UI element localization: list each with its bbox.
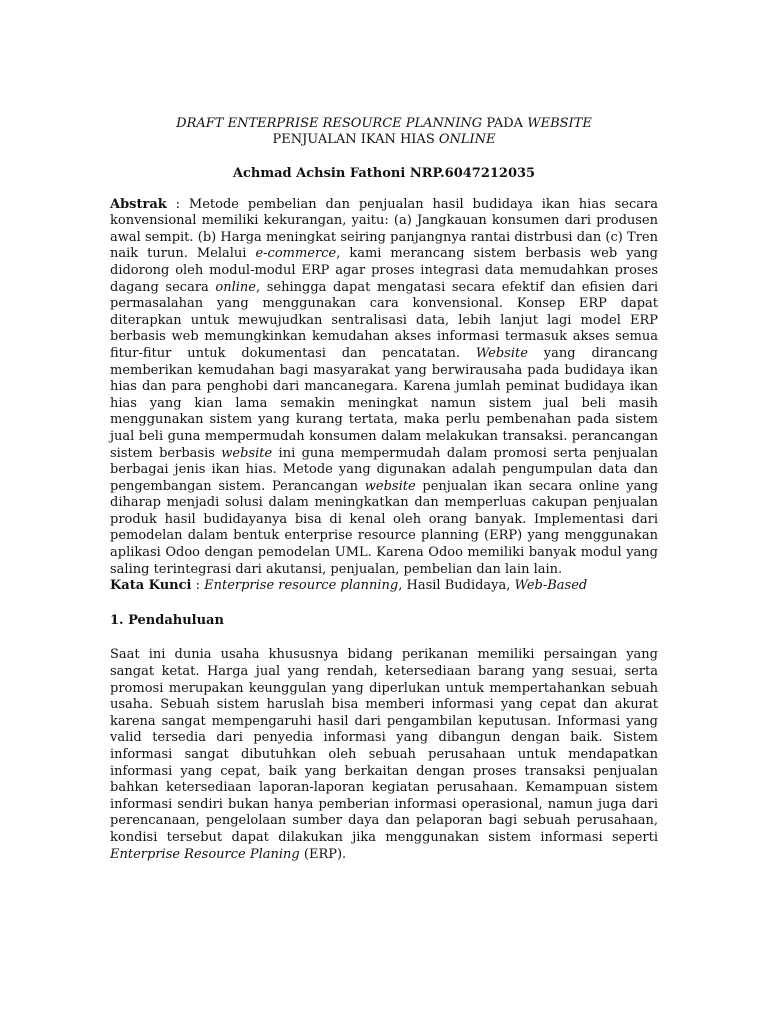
keywords-sep: :	[191, 578, 205, 594]
abstract-emphasis: Website	[475, 345, 528, 361]
keyword: Enterprise resource planning	[204, 578, 399, 594]
title-part: PADA	[482, 116, 528, 131]
abstract-text: ini guna mempermudah dalam promosi serta penjualan berbagai jenis ikan hias. Metode yang digunakan adalah pengumpulan data dan pengembangan sistem. Perancangan	[110, 445, 658, 494]
paragraph-text: (ERP).	[299, 846, 347, 862]
section-heading: 1. Pendahuluan	[110, 612, 224, 628]
keyword: Web-Based	[514, 578, 588, 594]
abstract-text: , kami merancang sistem berbasis web yang didorong oleh modul-modul ERP agar proses integrasi data memudahkan proses dagang secara	[110, 246, 658, 295]
title-line-2	[110, 132, 658, 148]
abstract-text: : Metode pembelian dan penjualan hasil budidaya ikan hias secara konvensional memiliki kekurangan, yaitu: (a) Jangkauan konsumen dari produsen awal sempit. (b) Harga meningkat seiring panjangnya rantai distrbusi dan (c) Tren naik turun. Melalui	[110, 196, 658, 262]
abstract-text: , sehingga dapat mengatasi secara efektif dan efisien dari permasalahan yang menggunakan cara konvensional. Konsep ERP dapat diterapkan untuk mewujudkan sentralisasi data, lebih lanjut lagi model ERP berbasis web memungkinkan kemudahan akses informasi termasuk akses semua fitur-fitur untuk dokumentasi dan pencatatan.	[110, 279, 658, 361]
keywords-line	[110, 578, 658, 595]
abstract-label: Abstrak	[110, 196, 167, 212]
abstract-paragraph	[110, 197, 658, 579]
paragraph-emphasis: Enterprise Resource Planing	[110, 846, 300, 862]
title-line-1	[110, 116, 658, 132]
title-part: DRAFT ENTERPRISE RESOURCE PLANNING	[176, 116, 483, 131]
paper-title	[110, 116, 658, 148]
paper-content	[110, 116, 658, 863]
section-paragraph	[110, 647, 658, 863]
title-part: ONLINE	[438, 132, 496, 147]
abstract-text: penjualan ikan secara online yang diharap menjadi solusi dalam meningkatkan dan memperluas cakupan penjualan produk hasil budidayanya bisa di kenal oleh orang banyak. Implementasi dari pemodelan dalam bentuk enterprise resource planning (ERP) yang menggunakan aplikasi Odoo dengan pemodelan UML. Karena Odoo memiliki banyak modul yang saling terintegrasi dari akutansi, penjualan, pembelian dan lain lain.	[110, 478, 659, 577]
keyword: , Hasil Budidaya,	[398, 578, 515, 594]
title-part: WEBSITE	[527, 116, 592, 131]
title-part: PENJUALAN IKAN HIAS	[272, 132, 439, 147]
abstract-text: yang dirancang memberikan kemudahan bagi masyarakat yang berwirausaha pada budidaya ikan hias dan para penghobi dari mancanegara. Karena jumlah peminat budidaya ikan hias yang kian lama semakin meningkat namun sistem jual beli masih menggunakan sistem yang kurang tertata, maka perlu pembenahan pada sistem jual beli guna mempermudah konsumen dalam melakukan transaksi. perancangan sistem berbasis	[110, 345, 658, 461]
abstract-emphasis: website	[221, 445, 273, 461]
abstract-emphasis: e-commerce	[255, 246, 337, 262]
abstract-emphasis: online	[215, 279, 256, 295]
abstract-emphasis: website	[364, 478, 416, 494]
keywords-label: Kata Kunci	[110, 578, 192, 594]
author-line: Achmad Achsin Fathoni NRP.6047212035	[232, 166, 536, 181]
paragraph-text: Saat ini dunia usaha khususnya bidang perikanan memiliki persaingan yang sangat ketat. Harga jual yang rendah, ketersediaan barang yang sesuai, serta promosi merupakan keunggulan yang diperlukan untuk mempertahankan sebuah usaha. Sebuah sistem haruslah bisa memberi informasi yang cepat dan akurat karena sangat mempengaruhi hasil dari pengambilan keputusan. Informasi yang valid tersedia dari penyedia informasi yang dibangun dengan baik. Sistem informasi sangat dibutuhkan oleh sebuah perusahaan untuk mendapatkan informasi yang cepat, baik yang berkaitan dengan proses transaksi penjualan bahkan ketersediaan laporan-laporan kegiatan perusahaan. Kemampuan sistem informasi sendiri bukan hanya pemberian informasi operasional, namun juga dari perencanaan, pengelolaan sumber daya dan pelaporan bagi sebuah perusahaan, kondisi tersebut dapat dilakukan jika menggunakan sistem informasi seperti	[110, 647, 658, 845]
